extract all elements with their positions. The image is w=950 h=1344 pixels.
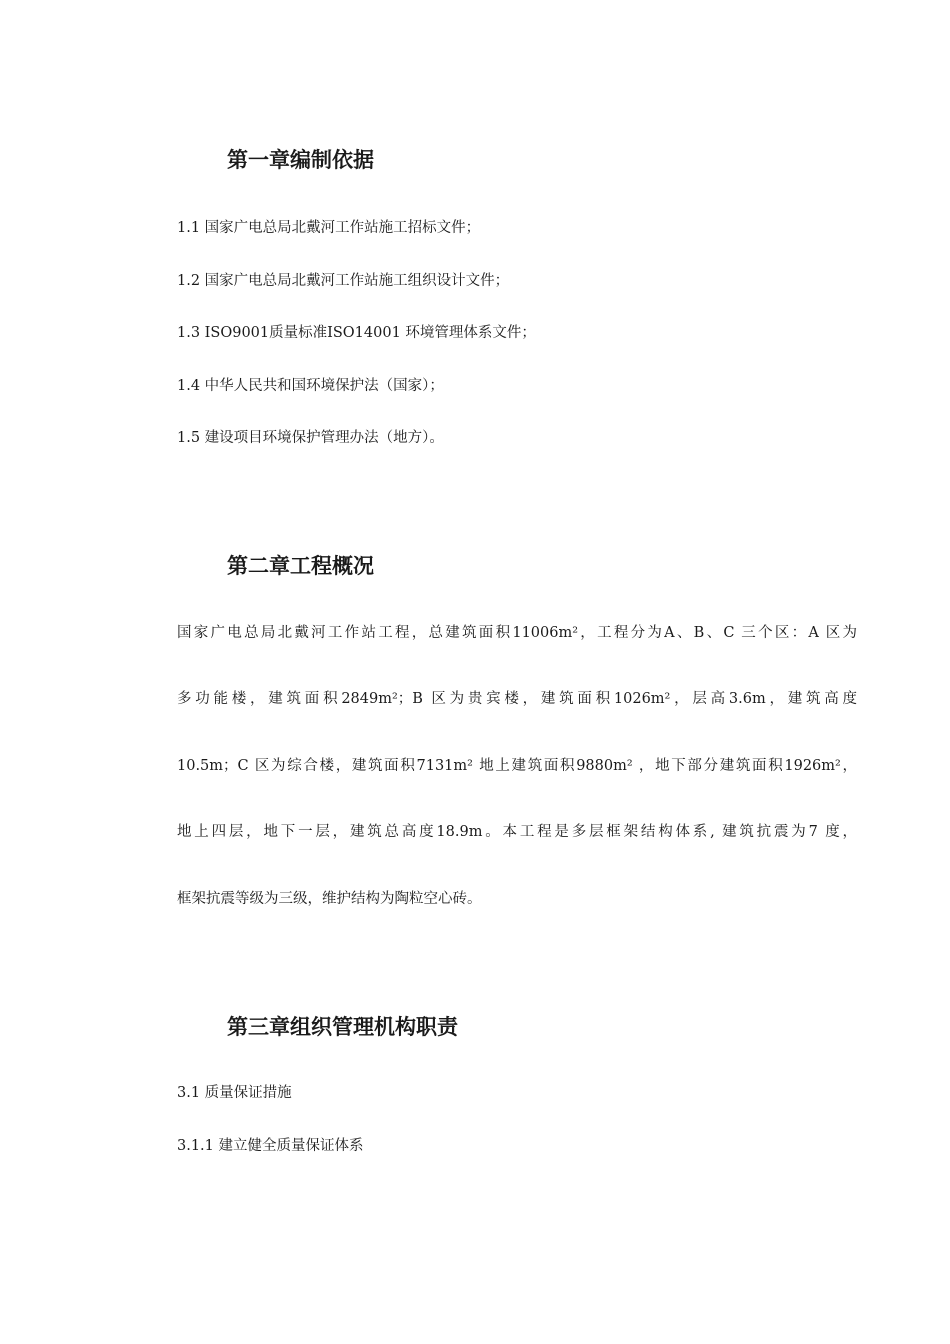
chapter2-para-line-1: 国家广电总局北戴河工作站工程，总建筑面积11006m²，工程分为A、B、C 三个区：A 区为 (177, 625, 857, 641)
chapter1-title: 第一章编制依据 (227, 148, 374, 172)
chapter3-title: 第三章组织管理机构职责 (227, 1015, 458, 1039)
chapter2-para-line-4: 地上四层，地下一层，建筑总高度18.9m。本工程是多层框架结构体系, 建筑抗震为7 度， (177, 824, 857, 840)
chapter2-title: 第二章工程概况 (227, 554, 374, 578)
chapter3-item-1: 3.1 质量保证措施 (177, 1085, 292, 1101)
chapter2-para-line-3: 10.5m；C 区为综合楼，建筑面积7131m² 地上建筑面积9880m² ，地下部分建筑面积1926m²， (177, 758, 857, 774)
chapter2-para-line-2: 多功能楼，建筑面积2849m²；B 区为贵宾楼，建筑面积1026m²，层高3.6m，建筑高度 (177, 691, 857, 707)
chapter1-item-1: 1.1 国家广电总局北戴河工作站施工招标文件； (177, 220, 481, 236)
chapter1-item-4: 1.4 中华人民共和国环境保护法（国家）； (177, 378, 444, 394)
chapter1-item-3: 1.3 ISO9001质量标准ISO14001 环境管理体系文件； (177, 325, 536, 341)
chapter3-item-2: 3.1.1 建立健全质量保证体系 (177, 1138, 364, 1154)
chapter2-para-line-5: 框架抗震等级为三级，维护结构为陶粒空心砖。 (177, 891, 482, 907)
chapter1-item-2: 1.2 国家广电总局北戴河工作站施工组织设计文件； (177, 273, 510, 289)
chapter1-item-5: 1.5 建设项目环境保护管理办法（地方）。 (177, 430, 444, 446)
